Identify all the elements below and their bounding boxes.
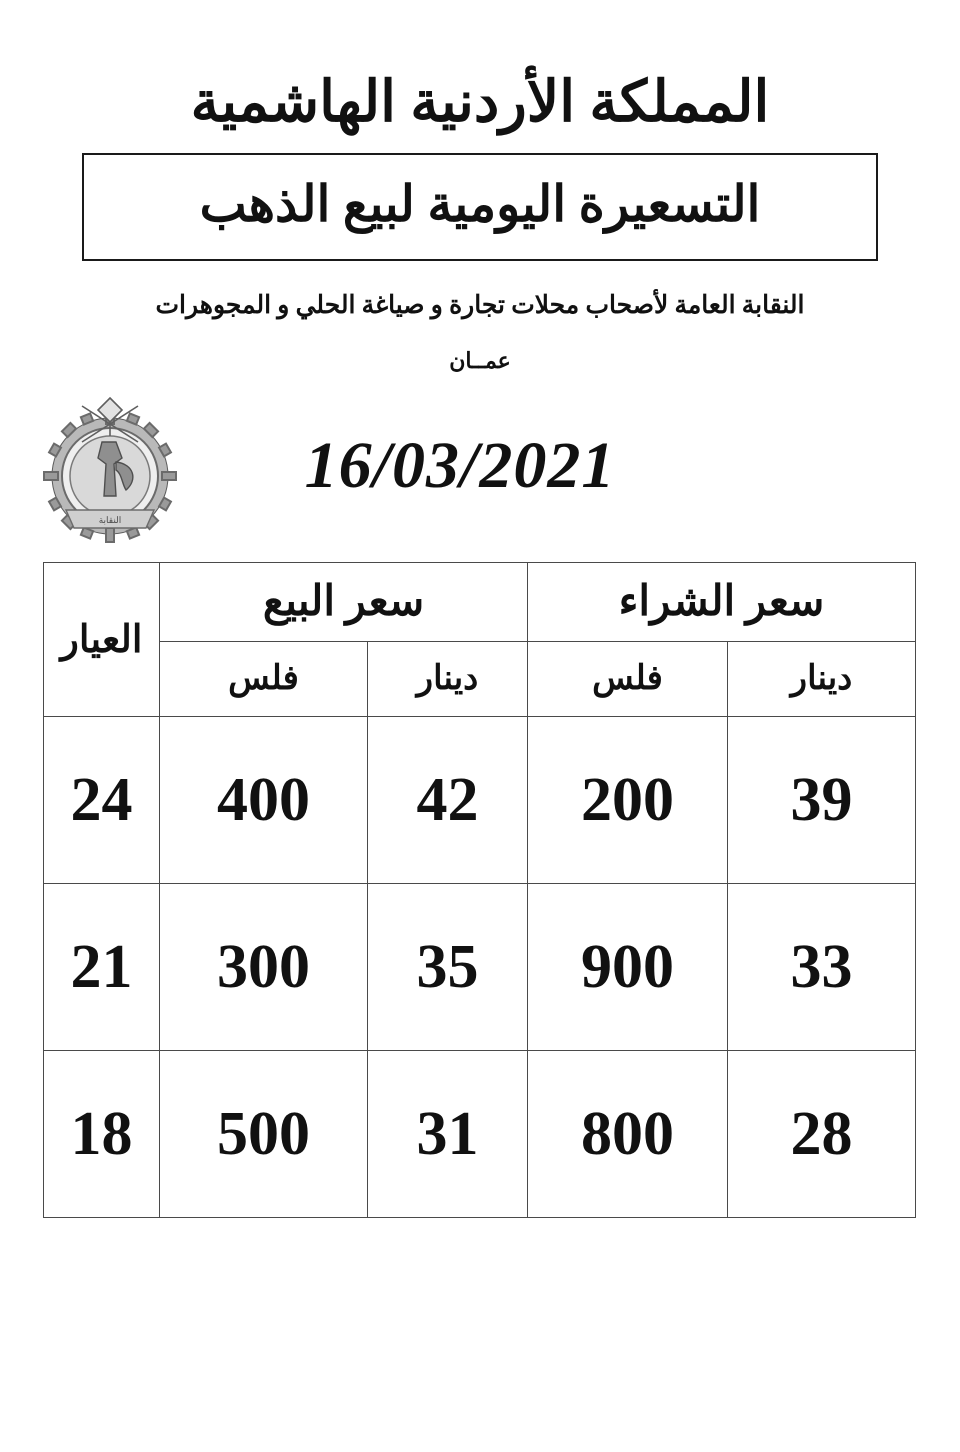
kingdom-title: المملكة الأردنية الهاشمية: [190, 71, 770, 134]
cell-sell-dinar: 42: [368, 717, 528, 884]
cell-buy-dinar: 39: [728, 717, 916, 884]
gold-price-table: [43, 562, 916, 1218]
header-buy-price: سعر الشراء: [528, 563, 916, 642]
union-subtitle: النقابة العامة لأصحاب محلات تجارة و صياغة الحلي و المجوهرات: [155, 291, 805, 319]
cell-buy-dinar: 33: [728, 884, 916, 1051]
document-title: التسعيرة اليومية لبيع الذهب: [199, 175, 761, 232]
header-buy-dinar: دينار: [728, 642, 916, 717]
cell-buy-fils: 800: [528, 1051, 728, 1218]
cell-sell-fils: 500: [159, 1051, 367, 1218]
cell-sell-fils: 300: [159, 884, 367, 1051]
cell-buy-fils: 900: [528, 884, 728, 1051]
cell-buy-fils: 200: [528, 717, 728, 884]
header-karat: العيار: [43, 563, 159, 717]
table-row: [43, 717, 915, 884]
header-sell-dinar: دينار: [368, 642, 528, 717]
logo-and-date-row: [0, 378, 960, 528]
cell-karat: 21: [43, 884, 159, 1051]
table-group-header-row: [43, 563, 915, 642]
table-row: [43, 884, 915, 1051]
cell-karat: 24: [43, 717, 159, 884]
price-table-wrapper: [44, 562, 916, 1218]
header-sell-fils: فلس: [159, 642, 367, 717]
gold-price-sheet: [0, 72, 960, 1452]
svg-text:النقابة: النقابة: [98, 515, 122, 526]
cell-sell-dinar: 35: [368, 884, 528, 1051]
table-sub-header-row: [43, 642, 915, 717]
cell-buy-dinar: 28: [728, 1051, 916, 1218]
header-buy-fils: فلس: [528, 642, 728, 717]
document-title-box: [82, 153, 878, 261]
cell-sell-fils: 400: [159, 717, 367, 884]
price-date: 16/03/2021: [304, 429, 616, 503]
header-sell-price: سعر البيع: [159, 563, 527, 642]
cell-karat: 18: [43, 1051, 159, 1218]
cell-sell-dinar: 31: [368, 1051, 528, 1218]
table-row: [43, 1051, 915, 1218]
city-label: عمــان: [449, 348, 511, 374]
